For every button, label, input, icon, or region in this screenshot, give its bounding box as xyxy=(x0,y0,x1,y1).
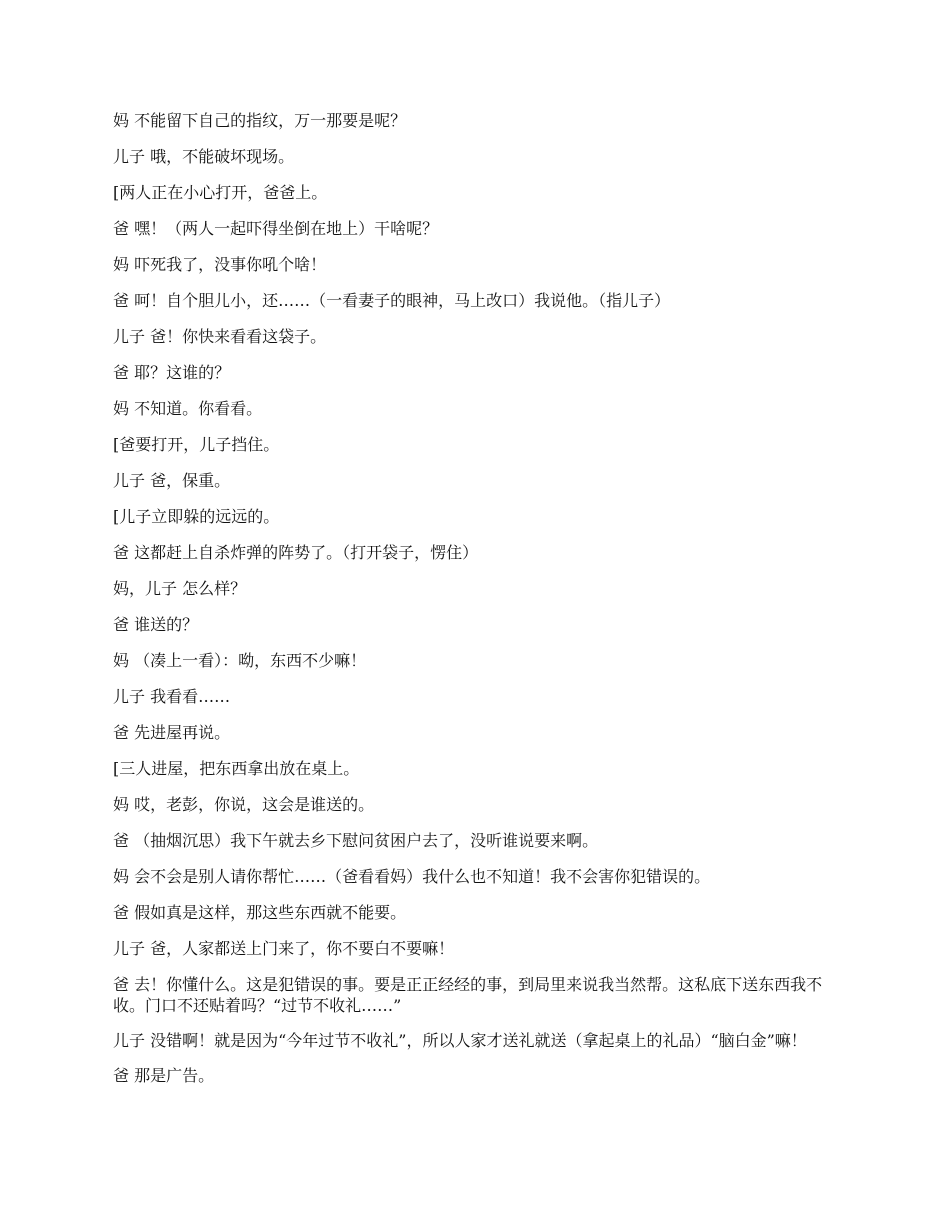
dialogue-line: 妈 会不会是别人请你帮忙……（爸看看妈）我什么也不知道！我不会害你犯错误的。 xyxy=(113,867,711,886)
dialogue-line: 爸 这都赶上自杀炸弹的阵势了。（打开袋子，愣住） xyxy=(113,543,479,562)
dialogue-line: 爸 去！你懂什么。这是犯错误的事。要是正正经经的事，到局里来说我当然帮。这私底下送东西我不收。门口不还贴着吗？“过节不收礼……” xyxy=(113,975,823,1015)
dialogue-line: 儿子 哦，不能破坏现场。 xyxy=(113,147,295,166)
dialogue-line: 爸 谁送的？ xyxy=(113,615,199,634)
stage-direction-line: [儿子立即躲的远远的。 xyxy=(113,507,280,526)
dialogue-line: 儿子 我看看…… xyxy=(113,687,231,706)
stage-direction-line: [三人进屋，把东西拿出放在桌上。 xyxy=(113,759,360,778)
stage-direction-line: [爸要打开，儿子挡住。 xyxy=(113,435,280,454)
dialogue-line: 妈，儿子 怎么样？ xyxy=(113,579,247,598)
dialogue-line: 妈 （凑上一看）：呦，东西不少嘛！ xyxy=(113,651,367,670)
dialogue-line: 妈 不能留下自己的指纹，万一那要是呢？ xyxy=(113,111,407,130)
dialogue-line: 儿子 爸，保重。 xyxy=(113,471,231,490)
dialogue-line: 爸 先进屋再说。 xyxy=(113,723,231,742)
dialogue-line: 爸 那是广告。 xyxy=(113,1066,215,1085)
script-text-body xyxy=(113,110,833,1101)
dialogue-line: 爸 假如真是这样，那这些东西就不能要。 xyxy=(113,903,407,922)
dialogue-line: 爸 （抽烟沉思）我下午就去乡下慰问贫困户去了，没听谁说要来啊。 xyxy=(113,831,599,850)
dialogue-line: 妈 不知道。你看看。 xyxy=(113,399,263,418)
dialogue-line: 爸 呵！自个胆儿小，还……（一看妻子的眼神，马上改口）我说他。（指儿子） xyxy=(113,291,671,310)
dialogue-line: 爸 嘿！（两人一起吓得坐倒在地上）干啥呢？ xyxy=(113,219,439,238)
dialogue-line: 儿子 爸，人家都送上门来了，你不要白不要嘛！ xyxy=(113,939,455,958)
dialogue-line: 儿子 没错啊！就是因为“今年过节不收礼”，所以人家才送礼就送（拿起桌上的礼品）“脑白金”嘛！ xyxy=(113,1031,807,1050)
dialogue-line: 儿子 爸！你快来看看这袋子。 xyxy=(113,327,327,346)
dialogue-line: 妈 吓死我了，没事你吼个啥！ xyxy=(113,255,327,274)
dialogue-line: 爸 耶？这谁的？ xyxy=(113,363,231,382)
stage-direction-line: [两人正在小心打开，爸爸上。 xyxy=(113,183,328,202)
dialogue-line: 妈 哎，老彭，你说，这会是谁送的。 xyxy=(113,795,375,814)
